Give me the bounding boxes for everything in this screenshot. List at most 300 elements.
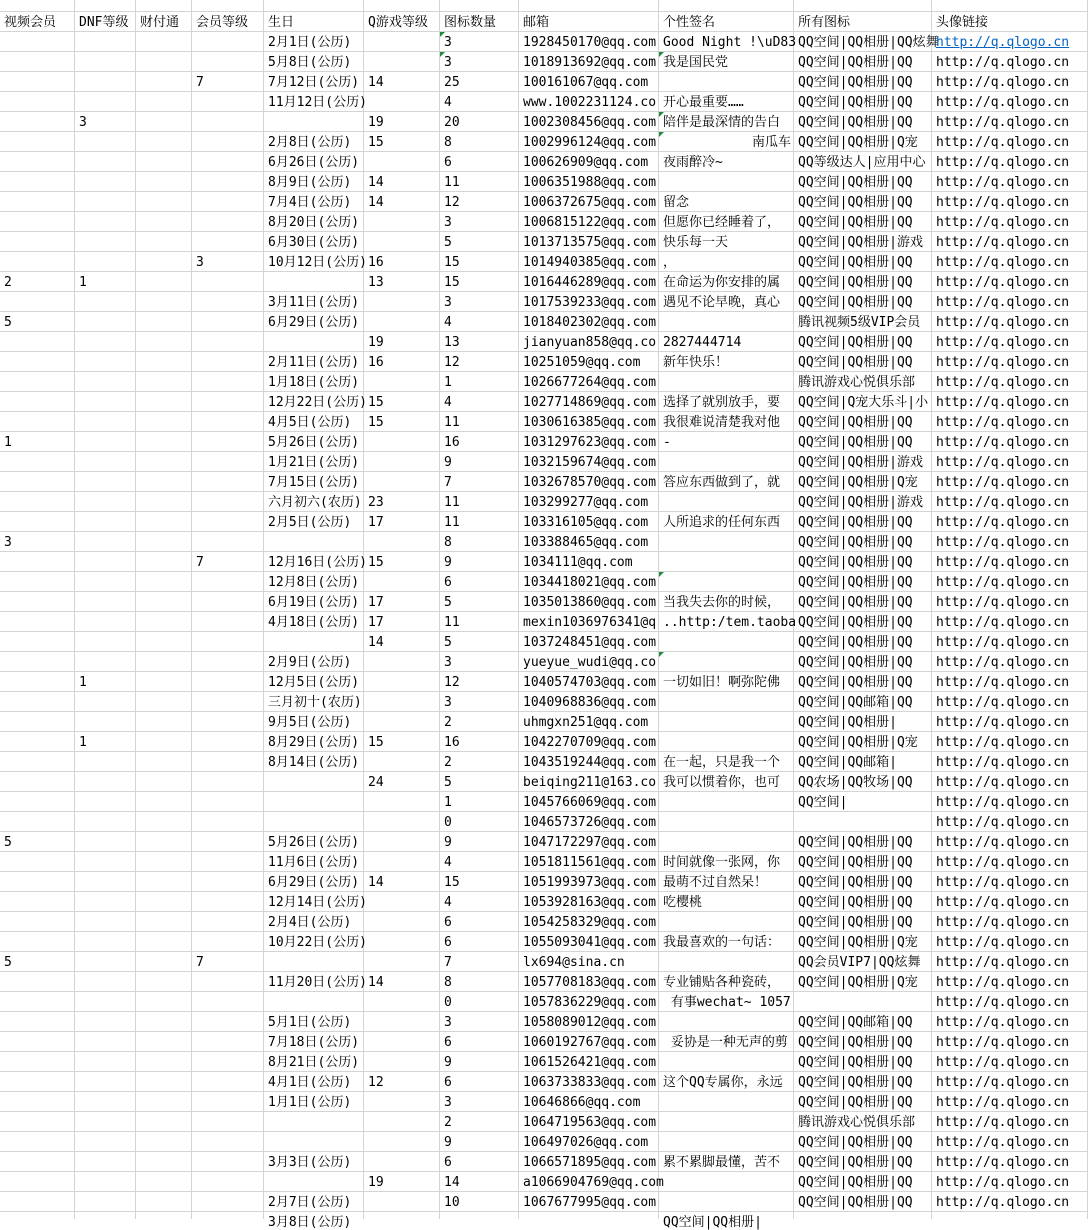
cell-icon-count[interactable]: 6 [440, 152, 519, 172]
cell-qgame-level[interactable] [364, 432, 440, 452]
cell-video-vip-level[interactable] [0, 812, 75, 832]
cell-icon-count[interactable]: 3 [440, 212, 519, 232]
cell-qgame-level[interactable] [364, 92, 440, 112]
cell-qgame-level[interactable]: 15 [364, 412, 440, 432]
cell-all-icons[interactable]: QQ会员VIP7|QQ炫舞 [794, 952, 932, 972]
cell-icon-count[interactable]: 6 [440, 1032, 519, 1052]
cell-all-icons[interactable]: 腾讯游戏心悦俱乐部 [794, 1112, 932, 1132]
cell-all-icons[interactable]: QQ空间|QQ相册|QQ [794, 572, 932, 592]
cell-qgame-level[interactable] [364, 372, 440, 392]
cell-vip-level[interactable] [192, 212, 264, 232]
cell-video-vip-level[interactable] [0, 1152, 75, 1172]
cell-avatar-link[interactable]: http://q.qlogo.cn [932, 192, 1088, 212]
cell-vip-level[interactable] [192, 32, 264, 52]
cell-video-vip-level[interactable] [0, 692, 75, 712]
cell-dnf-level[interactable] [75, 612, 136, 632]
cell-icon-count[interactable]: 1 [440, 792, 519, 812]
cell-signature[interactable]: - [659, 432, 794, 452]
cell-video-vip-level[interactable] [0, 52, 75, 72]
cell-icon-count[interactable]: 0 [440, 992, 519, 1012]
cell-tenpay[interactable] [136, 1052, 192, 1072]
cell-birthday[interactable]: 8月29日(公历) [264, 732, 364, 752]
cell-dnf-level[interactable] [75, 592, 136, 612]
cell-dnf-level[interactable] [75, 412, 136, 432]
cell-avatar-link[interactable]: http://q.qlogo.cn [932, 812, 1088, 832]
cell-signature[interactable]: 我是国民党 [659, 52, 794, 72]
cell-qgame-level[interactable]: 19 [364, 1172, 440, 1192]
cell-email[interactable]: 1006351988@qq.com [519, 172, 659, 192]
cell-dnf-level[interactable] [75, 712, 136, 732]
cell-signature[interactable] [659, 72, 794, 92]
cell-signature[interactable] [659, 832, 794, 852]
cell-birthday[interactable]: 7月4日(公历) [264, 192, 364, 212]
cell-vip-level[interactable] [192, 1152, 264, 1172]
cell-qgame-level[interactable] [364, 892, 440, 912]
cell-avatar-link[interactable]: http://q.qlogo.cn [932, 552, 1088, 572]
cell-video-vip-level[interactable]: 5 [0, 312, 75, 332]
cell-video-vip-level[interactable] [0, 212, 75, 232]
cell-tenpay[interactable] [136, 692, 192, 712]
cell-tenpay[interactable] [136, 1192, 192, 1212]
cell-all-icons[interactable] [794, 812, 932, 832]
cell-qgame-level[interactable]: 13 [364, 272, 440, 292]
cell-icon-count[interactable]: 7 [440, 472, 519, 492]
cell-all-icons[interactable]: QQ空间|QQ相册|QQ [794, 552, 932, 572]
cell-video-vip-level[interactable] [0, 232, 75, 252]
cell-signature[interactable] [659, 732, 794, 752]
cell-tenpay[interactable] [136, 1012, 192, 1032]
cell-email[interactable]: 1026677264@qq.com [519, 372, 659, 392]
cell-birthday[interactable] [264, 1172, 364, 1192]
cell-dnf-level[interactable] [75, 1192, 136, 1212]
header-vip-level[interactable]: 会员等级 [192, 12, 264, 32]
cell-dnf-level[interactable]: 1 [75, 732, 136, 752]
cell-all-icons[interactable]: QQ空间|QQ相册|QQ [794, 332, 932, 352]
cell-dnf-level[interactable] [75, 492, 136, 512]
cell-signature[interactable]: 这个QQ专属你，永远 [659, 1072, 794, 1092]
cell-icon-count[interactable]: 5 [440, 592, 519, 612]
cell-icon-count[interactable]: 9 [440, 452, 519, 472]
cell-all-icons[interactable]: QQ空间|QQ邮箱|QQ [794, 1012, 932, 1032]
cell-all-icons[interactable]: QQ空间|QQ相册|QQ [794, 892, 932, 912]
cell-email[interactable]: 1051993973@qq.com [519, 872, 659, 892]
cell-avatar-link[interactable] [932, 32, 1088, 52]
cell-icon-count[interactable]: 6 [440, 912, 519, 932]
cell-tenpay[interactable] [136, 672, 192, 692]
cell-vip-level[interactable] [192, 372, 264, 392]
cell-birthday[interactable]: 10月12日(公历) [264, 252, 364, 272]
cell-vip-level[interactable] [192, 632, 264, 652]
cell-video-vip-level[interactable] [0, 132, 75, 152]
cell-tenpay[interactable] [136, 1032, 192, 1052]
cell-video-vip-level[interactable] [0, 292, 75, 312]
cell-email[interactable]: 1032159674@qq.com [519, 452, 659, 472]
cell-email[interactable]: 1027714869@qq.com [519, 392, 659, 412]
cell-vip-level[interactable] [192, 452, 264, 472]
cell-empty[interactable] [364, 0, 440, 12]
cell-icon-count[interactable]: 5 [440, 632, 519, 652]
cell-tenpay[interactable] [136, 192, 192, 212]
cell-vip-level[interactable] [192, 332, 264, 352]
cell-tenpay[interactable] [136, 612, 192, 632]
cell-dnf-level[interactable] [75, 772, 136, 792]
cell-tenpay[interactable] [136, 932, 192, 952]
cell-qgame-level[interactable] [364, 312, 440, 332]
cell-birthday[interactable]: 三月初十(农历) [264, 692, 364, 712]
cell-vip-level[interactable] [192, 1092, 264, 1112]
cell-qgame-level[interactable]: 14 [364, 172, 440, 192]
cell-signature[interactable]: 累不累脚最懂，苦不 [659, 1152, 794, 1172]
header-signature[interactable]: 个性签名 [659, 12, 794, 32]
cell-video-vip-level[interactable] [0, 892, 75, 912]
cell-avatar-link[interactable]: http://q.qlogo.cn [932, 372, 1088, 392]
cell-birthday[interactable] [264, 1132, 364, 1152]
cell-email[interactable]: a1066904769@qq.com [519, 1172, 659, 1192]
cell-all-icons[interactable]: QQ空间|QQ相册|游戏 [794, 452, 932, 472]
cell-vip-level[interactable] [192, 812, 264, 832]
cell-empty[interactable] [75, 0, 136, 12]
cell-icon-count[interactable]: 10 [440, 1192, 519, 1212]
cell-email[interactable]: 1045766069@qq.com [519, 792, 659, 812]
cell-qgame-level[interactable]: 17 [364, 592, 440, 612]
cell-avatar-link[interactable]: http://q.qlogo.cn [932, 1032, 1088, 1052]
cell-icon-count[interactable]: 4 [440, 852, 519, 872]
cell-tenpay[interactable] [136, 832, 192, 852]
cell-email[interactable]: 1040968836@qq.com [519, 692, 659, 712]
cell-email[interactable]: 1034418021@qq.com [519, 572, 659, 592]
cell-dnf-level[interactable]: 1 [75, 672, 136, 692]
cell-avatar-link[interactable]: http://q.qlogo.cn [932, 1192, 1088, 1212]
cell-icon-count[interactable]: 3 [440, 1092, 519, 1112]
cell-video-vip-level[interactable] [0, 652, 75, 672]
cell-video-vip-level[interactable]: 3 [0, 532, 75, 552]
cell-video-vip-level[interactable] [0, 1212, 75, 1219]
cell-all-icons[interactable]: QQ空间|QQ相册|QQ [794, 412, 932, 432]
cell-dnf-level[interactable] [75, 52, 136, 72]
cell-icon-count[interactable]: 11 [440, 492, 519, 512]
cell-qgame-level[interactable]: 19 [364, 332, 440, 352]
cell-qgame-level[interactable] [364, 1032, 440, 1052]
cell-icon-count[interactable]: 4 [440, 892, 519, 912]
cell-video-vip-level[interactable] [0, 492, 75, 512]
cell-all-icons[interactable]: QQ农场|QQ牧场|QQ [794, 772, 932, 792]
cell-tenpay[interactable] [136, 372, 192, 392]
cell-qgame-level[interactable]: 12 [364, 1072, 440, 1092]
cell-all-icons[interactable]: QQ空间|QQ相册|QQ [794, 292, 932, 312]
cell-signature[interactable]: 吃樱桃 [659, 892, 794, 912]
cell-birthday[interactable]: 2月1日(公历) [264, 32, 364, 52]
cell-video-vip-level[interactable] [0, 1092, 75, 1112]
cell-vip-level[interactable] [192, 292, 264, 312]
cell-signature[interactable]: ..http:/tem.taoba [659, 612, 794, 632]
cell-dnf-level[interactable] [75, 992, 136, 1012]
cell-signature[interactable] [659, 1012, 794, 1032]
cell-email[interactable]: 1030616385@qq.com [519, 412, 659, 432]
cell-birthday[interactable] [264, 532, 364, 552]
cell-birthday[interactable]: 5月26日(公历) [264, 432, 364, 452]
cell-all-icons[interactable]: QQ空间|QQ相册|QQ [794, 532, 932, 552]
cell-qgame-level[interactable] [364, 572, 440, 592]
cell-signature[interactable]: 选择了就别放手，要 [659, 392, 794, 412]
cell-dnf-level[interactable] [75, 332, 136, 352]
cell-vip-level[interactable] [192, 1192, 264, 1212]
cell-signature[interactable] [659, 572, 794, 592]
cell-all-icons[interactable]: QQ空间|QQ相册|QQ [794, 1152, 932, 1172]
cell-icon-count[interactable]: 11 [440, 172, 519, 192]
cell-all-icons[interactable]: QQ空间|QQ相册|QQ [794, 1072, 932, 1092]
cell-icon-count[interactable]: 5 [440, 232, 519, 252]
cell-video-vip-level[interactable] [0, 992, 75, 1012]
cell-avatar-link[interactable]: http://q.qlogo.cn [932, 612, 1088, 632]
cell-signature[interactable] [659, 652, 794, 672]
cell-signature[interactable]: 南瓜车 [659, 132, 794, 152]
cell-dnf-level[interactable] [75, 1092, 136, 1112]
cell-all-icons[interactable]: QQ空间|QQ相册|QQ [794, 92, 932, 112]
cell-birthday[interactable]: 6月19日(公历) [264, 592, 364, 612]
cell-birthday[interactable] [264, 272, 364, 292]
cell-dnf-level[interactable] [75, 872, 136, 892]
cell-icon-count[interactable]: 15 [440, 872, 519, 892]
cell-dnf-level[interactable] [75, 1172, 136, 1192]
cell-icon-count[interactable]: 16 [440, 732, 519, 752]
cell-birthday[interactable]: 1月18日(公历) [264, 372, 364, 392]
cell-all-icons[interactable]: QQ空间|QQ相册|QQ [794, 632, 932, 652]
cell-birthday[interactable]: 11月6日(公历) [264, 852, 364, 872]
cell-qgame-level[interactable]: 14 [364, 192, 440, 212]
cell-video-vip-level[interactable] [0, 1112, 75, 1132]
cell-signature[interactable]: 当我失去你的时候， [659, 592, 794, 612]
cell-qgame-level[interactable] [364, 752, 440, 772]
cell-tenpay[interactable] [136, 432, 192, 452]
cell-avatar-link[interactable]: http://q.qlogo.cn [932, 712, 1088, 732]
cell-avatar-link[interactable]: http://q.qlogo.cn [932, 452, 1088, 472]
cell-video-vip-level[interactable] [0, 932, 75, 952]
cell-birthday[interactable]: 11月12日(公历) [264, 92, 364, 112]
cell-email[interactable]: 1058089012@qq.com [519, 1012, 659, 1032]
cell-video-vip-level[interactable] [0, 852, 75, 872]
cell-video-vip-level[interactable]: 5 [0, 952, 75, 972]
cell-email[interactable]: yueyue_wudi@qq.co [519, 652, 659, 672]
cell-all-icons[interactable]: QQ空间|QQ相册|QQ [794, 912, 932, 932]
cell-signature[interactable]: 新年快乐！ [659, 352, 794, 372]
cell-email[interactable]: 1034111@qq.com [519, 552, 659, 572]
cell-signature[interactable]: 留念 [659, 192, 794, 212]
cell-video-vip-level[interactable] [0, 972, 75, 992]
cell-tenpay[interactable] [136, 1092, 192, 1112]
cell-video-vip-level[interactable] [0, 632, 75, 652]
cell-birthday[interactable] [264, 992, 364, 1012]
cell-avatar-link[interactable]: http://q.qlogo.cn [932, 1152, 1088, 1172]
cell-all-icons[interactable]: 腾讯游戏心悦俱乐部 [794, 372, 932, 392]
cell-all-icons[interactable]: QQ空间| [794, 792, 932, 812]
cell-video-vip-level[interactable] [0, 772, 75, 792]
cell-birthday[interactable]: 5月26日(公历) [264, 832, 364, 852]
cell-tenpay[interactable] [136, 852, 192, 872]
cell-empty[interactable] [794, 0, 932, 12]
cell-vip-level[interactable] [192, 352, 264, 372]
cell-empty[interactable] [659, 0, 794, 12]
cell-icon-count[interactable] [440, 1212, 519, 1219]
cell-birthday[interactable]: 8月9日(公历) [264, 172, 364, 192]
cell-all-icons[interactable]: QQ等级达人|应用中心 [794, 152, 932, 172]
cell-signature[interactable]: 我可以惯着你，也可 [659, 772, 794, 792]
cell-icon-count[interactable]: 16 [440, 432, 519, 452]
cell-video-vip-level[interactable] [0, 472, 75, 492]
cell-avatar-link[interactable]: http://q.qlogo.cn [932, 592, 1088, 612]
cell-vip-level[interactable] [192, 1172, 264, 1192]
cell-vip-level[interactable] [192, 392, 264, 412]
cell-qgame-level[interactable] [364, 812, 440, 832]
cell-qgame-level[interactable] [364, 452, 440, 472]
cell-dnf-level[interactable] [75, 1052, 136, 1072]
cell-dnf-level[interactable] [75, 192, 136, 212]
cell-avatar-link[interactable]: http://q.qlogo.cn [932, 652, 1088, 672]
cell-video-vip-level[interactable] [0, 752, 75, 772]
cell-signature[interactable]: ， [659, 252, 794, 272]
cell-birthday[interactable]: 10月22日(公历) [264, 932, 364, 952]
cell-tenpay[interactable] [136, 352, 192, 372]
cell-signature[interactable] [659, 312, 794, 332]
cell-empty[interactable] [440, 0, 519, 12]
cell-video-vip-level[interactable]: 2 [0, 272, 75, 292]
cell-email[interactable]: mexin1036976341@q [519, 612, 659, 632]
cell-signature[interactable] [659, 452, 794, 472]
cell-video-vip-level[interactable]: 1 [0, 432, 75, 452]
cell-birthday[interactable]: 4月18日(公历) [264, 612, 364, 632]
cell-icon-count[interactable]: 11 [440, 412, 519, 432]
cell-avatar-link[interactable]: http://q.qlogo.cn [932, 472, 1088, 492]
cell-tenpay[interactable] [136, 992, 192, 1012]
cell-all-icons[interactable]: QQ空间|QQ相册|Q宠 [794, 932, 932, 952]
cell-dnf-level[interactable] [75, 212, 136, 232]
cell-avatar-link[interactable]: http://q.qlogo.cn [932, 112, 1088, 132]
cell-avatar-link[interactable]: http://q.qlogo.cn [932, 572, 1088, 592]
header-email[interactable]: 邮箱 [519, 12, 659, 32]
cell-tenpay[interactable] [136, 512, 192, 532]
cell-video-vip-level[interactable] [0, 712, 75, 732]
cell-signature[interactable] [659, 492, 794, 512]
cell-signature[interactable]: 人所追求的任何东西 [659, 512, 794, 532]
cell-email[interactable]: lx694@sina.cn [519, 952, 659, 972]
cell-tenpay[interactable] [136, 1112, 192, 1132]
cell-icon-count[interactable]: 3 [440, 652, 519, 672]
cell-qgame-level[interactable] [364, 212, 440, 232]
cell-vip-level[interactable] [192, 512, 264, 532]
cell-tenpay[interactable] [136, 812, 192, 832]
cell-birthday[interactable] [264, 1112, 364, 1132]
cell-icon-count[interactable]: 14 [440, 1172, 519, 1192]
cell-tenpay[interactable] [136, 112, 192, 132]
cell-email[interactable]: 1060192767@qq.com [519, 1032, 659, 1052]
cell-birthday[interactable]: 9月5日(公历) [264, 712, 364, 732]
cell-vip-level[interactable] [192, 932, 264, 952]
cell-dnf-level[interactable] [75, 1012, 136, 1032]
cell-dnf-level[interactable] [75, 512, 136, 532]
cell-signature[interactable]: 一切如旧！啊弥陀佛 [659, 672, 794, 692]
cell-icon-count[interactable]: 15 [440, 272, 519, 292]
cell-vip-level[interactable]: 7 [192, 552, 264, 572]
cell-email[interactable]: 103388465@qq.com [519, 532, 659, 552]
cell-vip-level[interactable] [192, 652, 264, 672]
cell-video-vip-level[interactable] [0, 1072, 75, 1092]
cell-dnf-level[interactable] [75, 892, 136, 912]
cell-dnf-level[interactable] [75, 372, 136, 392]
cell-vip-level[interactable] [192, 912, 264, 932]
cell-signature[interactable] [659, 912, 794, 932]
cell-avatar-link[interactable]: http://q.qlogo.cn [932, 392, 1088, 412]
cell-avatar-link[interactable]: http://q.qlogo.cn [932, 132, 1088, 152]
cell-avatar-link[interactable]: http://q.qlogo.cn [932, 1132, 1088, 1152]
cell-icon-count[interactable]: 9 [440, 552, 519, 572]
cell-birthday[interactable]: 5月1日(公历) [264, 1012, 364, 1032]
cell-dnf-level[interactable] [75, 172, 136, 192]
cell-qgame-level[interactable] [364, 952, 440, 972]
cell-all-icons[interactable]: QQ空间|QQ相册|QQ [794, 872, 932, 892]
cell-avatar-link[interactable]: http://q.qlogo.cn [932, 1172, 1088, 1192]
cell-dnf-level[interactable] [75, 692, 136, 712]
cell-avatar-link[interactable]: http://q.qlogo.cn [932, 232, 1088, 252]
cell-qgame-level[interactable]: 15 [364, 392, 440, 412]
cell-icon-count[interactable]: 15 [440, 252, 519, 272]
cell-signature[interactable]: 但愿你已经睡着了， [659, 212, 794, 232]
cell-icon-count[interactable]: 5 [440, 772, 519, 792]
header-all-icons[interactable]: 所有图标 [794, 12, 932, 32]
cell-icon-count[interactable]: 4 [440, 92, 519, 112]
cell-tenpay[interactable] [136, 1172, 192, 1192]
cell-avatar-link[interactable]: http://q.qlogo.cn [932, 672, 1088, 692]
header-dnf-level[interactable]: DNF等级 [75, 12, 136, 32]
cell-qgame-level[interactable]: 15 [364, 732, 440, 752]
cell-dnf-level[interactable] [75, 832, 136, 852]
cell-icon-count[interactable]: 6 [440, 932, 519, 952]
cell-signature[interactable] [659, 1052, 794, 1072]
cell-all-icons[interactable]: QQ空间|QQ相册|QQ [794, 1192, 932, 1212]
cell-signature[interactable]: 答应东西做到了，就 [659, 472, 794, 492]
cell-video-vip-level[interactable] [0, 672, 75, 692]
cell-icon-count[interactable]: 7 [440, 952, 519, 972]
cell-birthday[interactable]: 8月21日(公历) [264, 1052, 364, 1072]
cell-vip-level[interactable] [192, 432, 264, 452]
cell-avatar-link[interactable]: http://q.qlogo.cn [932, 312, 1088, 332]
cell-avatar-link[interactable]: http://q.qlogo.cn [932, 752, 1088, 772]
cell-dnf-level[interactable] [75, 352, 136, 372]
cell-qgame-level[interactable]: 17 [364, 512, 440, 532]
cell-tenpay[interactable] [136, 732, 192, 752]
cell-video-vip-level[interactable] [0, 1132, 75, 1152]
cell-icon-count[interactable]: 9 [440, 832, 519, 852]
cell-video-vip-level[interactable] [0, 172, 75, 192]
cell-video-vip-level[interactable] [0, 252, 75, 272]
cell-dnf-level[interactable] [75, 632, 136, 652]
cell-qgame-level[interactable]: 15 [364, 552, 440, 572]
cell-vip-level[interactable] [192, 312, 264, 332]
cell-icon-count[interactable]: 3 [440, 1012, 519, 1032]
cell-video-vip-level[interactable] [0, 1172, 75, 1192]
cell-all-icons[interactable]: QQ空间|QQ相册|游戏 [794, 232, 932, 252]
cell-avatar-link[interactable]: http://q.qlogo.cn [932, 932, 1088, 952]
cell-signature[interactable] [659, 532, 794, 552]
cell-avatar-link[interactable]: http://q.qlogo.cn [932, 992, 1088, 1012]
cell-tenpay[interactable] [136, 152, 192, 172]
cell-avatar-link[interactable]: http://q.qlogo.cn [932, 92, 1088, 112]
cell-birthday[interactable] [264, 812, 364, 832]
cell-tenpay[interactable] [136, 1212, 192, 1219]
cell-vip-level[interactable] [192, 772, 264, 792]
cell-avatar-link[interactable]: http://q.qlogo.cn [932, 432, 1088, 452]
cell-birthday[interactable]: 7月15日(公历) [264, 472, 364, 492]
cell-all-icons[interactable]: QQ空间|QQ相册|Q宠 [794, 732, 932, 752]
cell-tenpay[interactable] [136, 412, 192, 432]
